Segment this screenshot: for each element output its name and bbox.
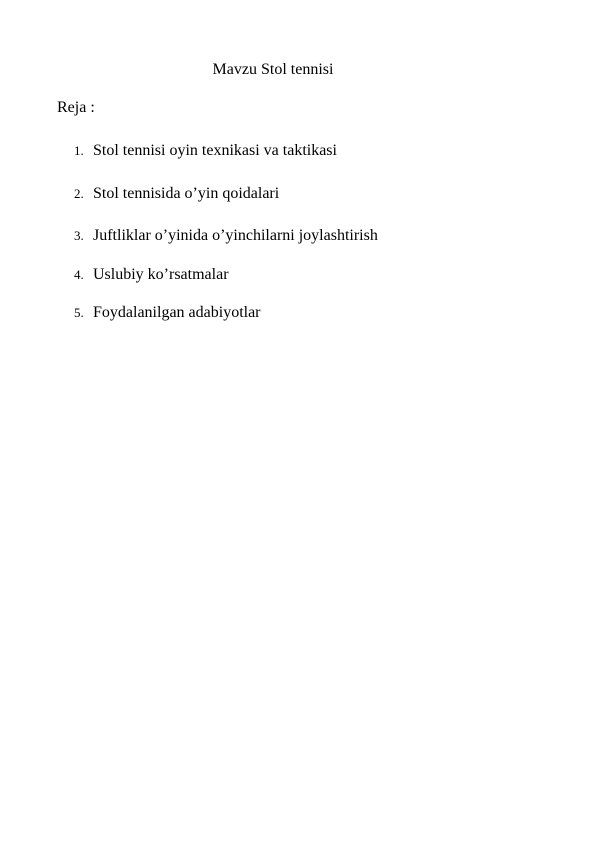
plan-item-text: Stol tennisi oyin texnikasi va taktikasi <box>93 142 337 159</box>
plan-item <box>74 265 229 285</box>
plan-item <box>74 303 261 323</box>
page-title: Mavzu Stol tennisi <box>212 61 334 78</box>
plan-item-number: 2. <box>74 186 84 201</box>
plan-item <box>74 226 378 246</box>
plan-item <box>74 141 337 161</box>
plan-item-text: Stol tennisida o’yin qoidalari <box>93 185 280 202</box>
plan-item-number: 4. <box>74 267 84 282</box>
plan-item-text: Juftliklar o’yinida o’yinchilarni joylashtirish <box>93 227 378 244</box>
plan-item-number: 3. <box>74 228 84 243</box>
plan-item-text: Uslubiy ko’rsatmalar <box>93 266 229 283</box>
plan-item <box>74 184 279 204</box>
plan-item-text: Foydalanilgan adabiyotlar <box>93 304 261 321</box>
plan-item-number: 5. <box>74 305 84 320</box>
plan-item-number: 1. <box>74 143 84 158</box>
plan-label: Reja : <box>57 99 95 116</box>
